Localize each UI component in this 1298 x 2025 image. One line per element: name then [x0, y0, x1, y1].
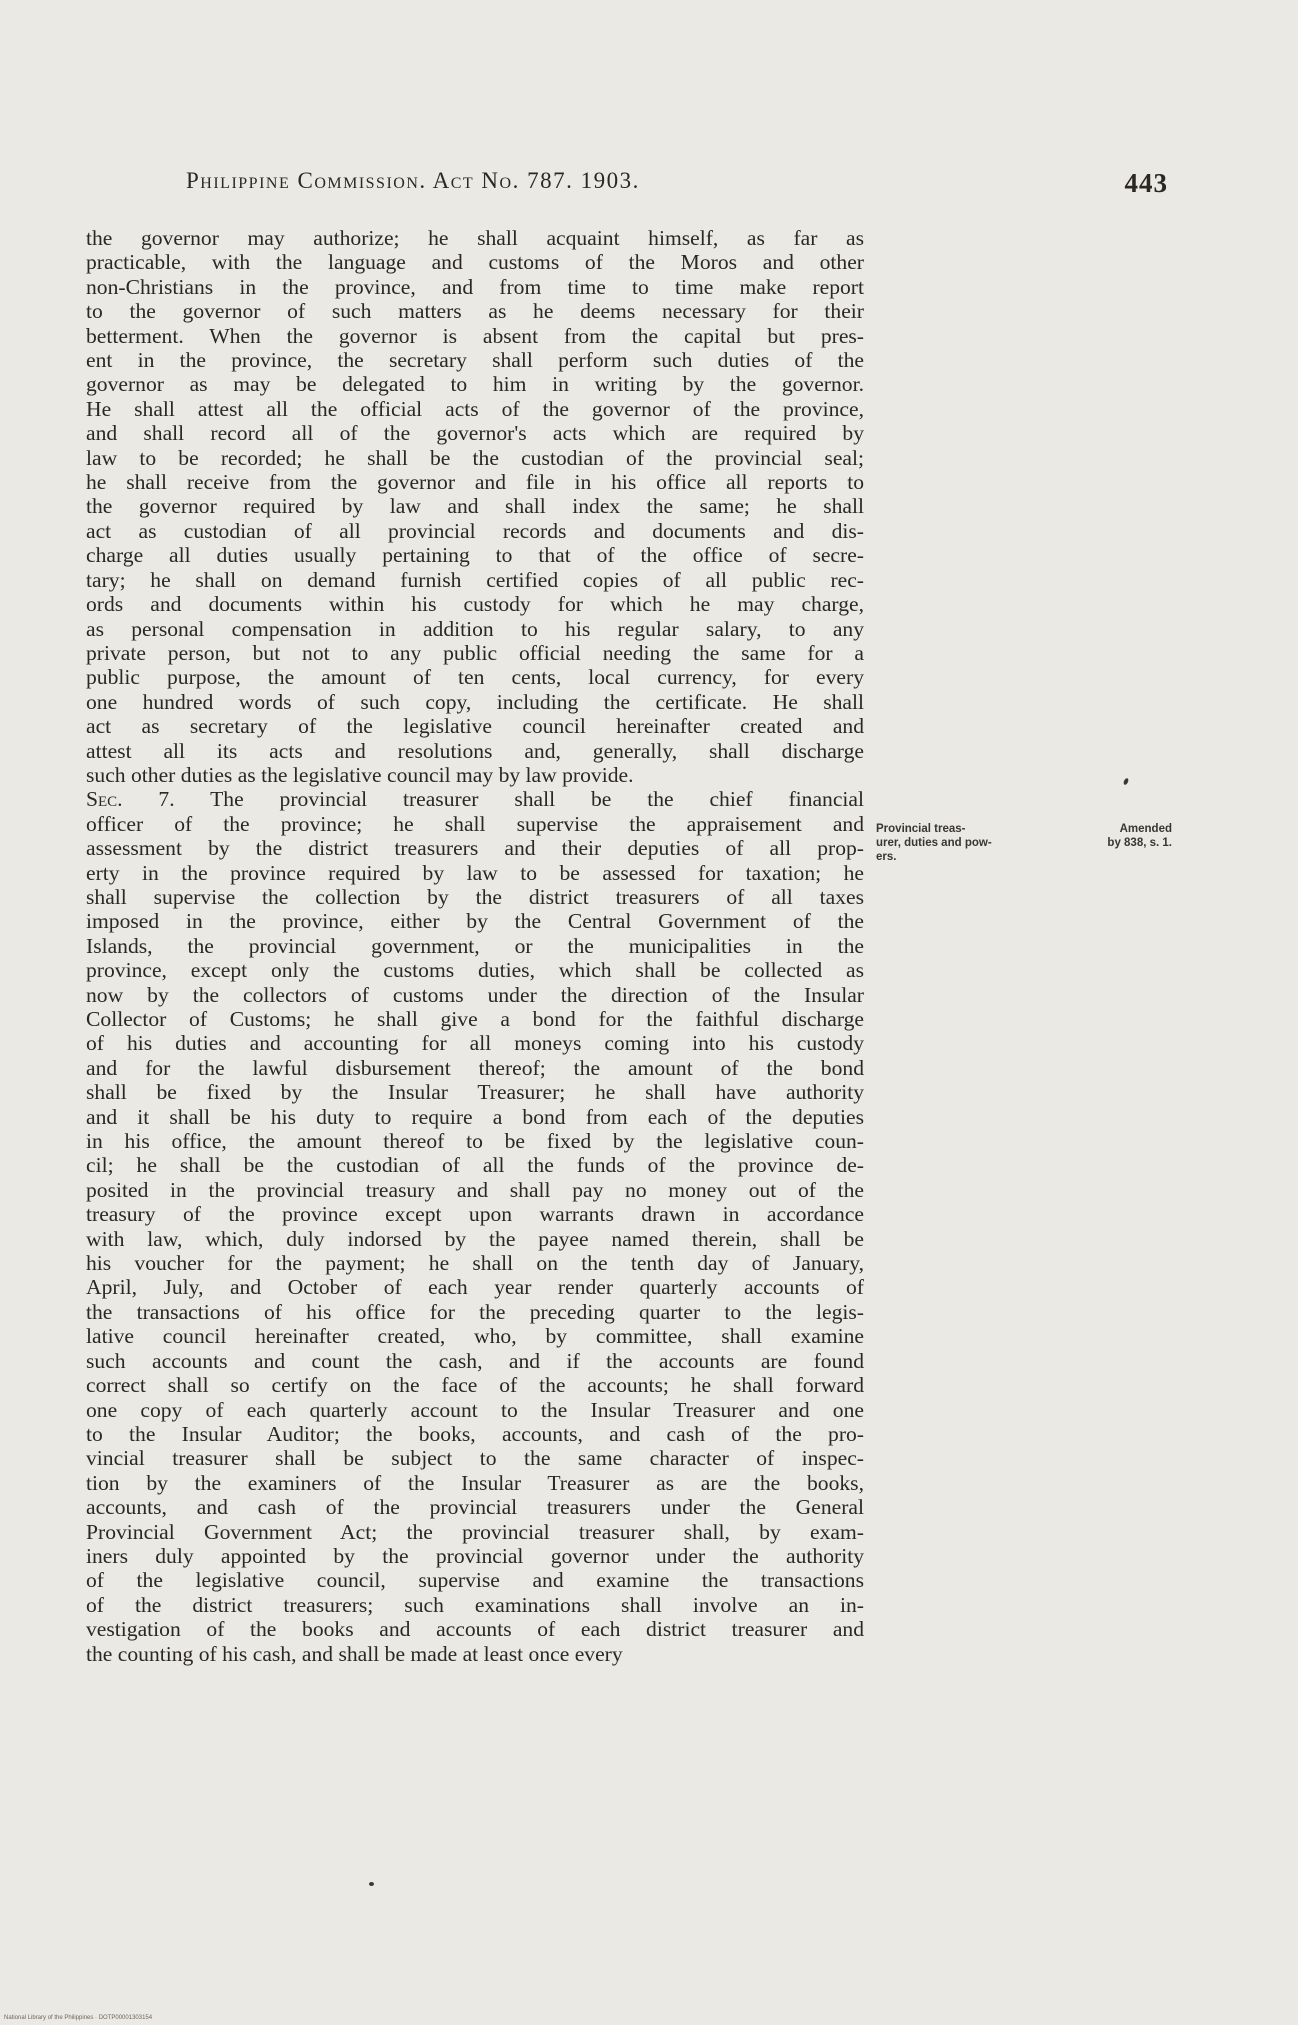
text-line: of the legislative council, supervise and examine the transactions [86, 1568, 864, 1593]
sidenote-line: urer, duties and pow- [876, 837, 992, 849]
text-line: with law, which, duly indorsed by the payee named therein, shall be [86, 1226, 864, 1251]
text-line: Islands, the provincial government, or the municipalities in the [86, 933, 864, 958]
footer-credit: National Library of the Philippines · DOTP00001303154 [4, 2015, 153, 2021]
text-line: the transactions of his office for the preceding quarter to the legis- [86, 1299, 864, 1324]
text-line: to the governor of such matters as he deems necessary for their [86, 299, 864, 324]
text-line: betterment. When the governor is absent from the capital but pres- [86, 323, 864, 348]
text-line: and for the lawful disbursement thereof; the amount of the bond [86, 1055, 864, 1080]
text-line: erty in the province required by law to be assessed for taxation; he [86, 860, 864, 885]
text-line: shall be fixed by the Insular Treasurer; he shall have authority [86, 1080, 864, 1105]
text-line: province, except only the customs duties, which shall be collected as [86, 958, 864, 983]
text-line: one hundred words of such copy, including the certificate. He shall [86, 689, 864, 714]
text-line: governor as may be delegated to him in writing by the governor. [86, 372, 864, 397]
ink-speck [1123, 777, 1130, 785]
text-line: treasury of the province except upon warrants drawn in accordance [86, 1202, 864, 1227]
text-line: practicable, with the language and customs of the Moros and other [86, 250, 864, 275]
text-line: he shall receive from the governor and file in his office all reports to [86, 470, 864, 495]
text-line: in his office, the amount thereof to be fixed by the legislative coun- [86, 1129, 864, 1154]
text-line: act as secretary of the legislative council hereinafter created and [86, 714, 864, 739]
text-line: act as custodian of all provincial records and documents and dis- [86, 518, 864, 543]
body-text [86, 226, 864, 1666]
sidenote-line: by 838, s. 1. [1107, 837, 1172, 849]
sidenote-line: Provincial treas- [876, 823, 966, 835]
sidenote-line: Amended [1119, 823, 1172, 835]
text-line: law to be recorded; he shall be the custodian of the provincial seal; [86, 445, 864, 470]
sidenote-subject [876, 822, 1056, 864]
sidenote-line: ers. [876, 851, 897, 863]
text-line: of his duties and accounting for all moneys coming into his custody [86, 1031, 864, 1056]
text-line: one copy of each quarterly account to the Insular Treasurer and one [86, 1397, 864, 1422]
text-line: assessment by the district treasurers and their deputies of all prop- [86, 836, 864, 861]
text-line: imposed in the province, either by the Central Government of the [86, 909, 864, 934]
text-line: public purpose, the amount of ten cents, local currency, for every [86, 665, 864, 690]
text-line: now by the collectors of customs under the direction of the Insular [86, 982, 864, 1007]
ink-speck [369, 1882, 374, 1886]
text-line: iners duly appointed by the provincial governor under the authority [86, 1543, 864, 1568]
text-line: tary; he shall on demand furnish certified copies of all public rec- [86, 567, 864, 592]
text-line: shall supervise the collection by the district treasurers of all taxes [86, 884, 864, 909]
text-line: lative council hereinafter created, who, by committee, shall examine [86, 1324, 864, 1349]
text-line: the governor required by law and shall index the same; he shall [86, 494, 864, 519]
text-line: attest all its acts and resolutions and, generally, shall discharge [86, 738, 864, 763]
header-title: Philippine Commission. Act No. 787. 1903. [186, 168, 640, 193]
text-line: such other duties as the legislative council may by law provide. [86, 762, 634, 787]
text-line: Collector of Customs; he shall give a bond for the faithful discharge [86, 1007, 864, 1031]
text-line: such accounts and count the cash, and if the accounts are found [86, 1348, 864, 1373]
text-line: to the Insular Auditor; the books, accounts, and cash of the pro- [86, 1421, 864, 1446]
running-header [86, 168, 1168, 202]
text-line: ent in the province, the secretary shall perform such duties of the [86, 348, 864, 373]
text-line: non-Christians in the province, and from time to time make report [86, 274, 864, 299]
text-line: charge all duties usually pertaining to that of the office of secre- [86, 543, 864, 568]
text-line: of the district treasurers; such examinations shall involve an in- [86, 1592, 864, 1617]
text-line: posited in the provincial treasury and shall pay no money out of the [86, 1177, 864, 1202]
text-line: and it shall be his duty to require a bond from each of the deputies [86, 1104, 864, 1129]
page-number: 443 [1124, 168, 1168, 198]
text-line: tion by the examiners of the Insular Treasurer as are the books, [86, 1470, 864, 1495]
text-line: accounts, and cash of the provincial treasurers under the General [86, 1495, 864, 1520]
text-line: as personal compensation in addition to his regular salary, to any [86, 616, 864, 641]
text-line: vestigation of the books and accounts of each district treasurer and [86, 1617, 864, 1642]
text-line: and shall record all of the governor's acts which are required by [86, 421, 864, 446]
section-label: Sec. 7. [86, 787, 175, 812]
text-line: He shall attest all the official acts of the governor of the province, [86, 396, 864, 421]
sidenote-amendment [1062, 822, 1172, 850]
text-line: Sec. 7. The provincial treasurer shall be the chief financial [86, 787, 864, 812]
text-line: his voucher for the payment; he shall on the tenth day of January, [86, 1251, 864, 1276]
text-line: officer of the province; he shall supervise the appraisement and [86, 811, 864, 836]
text-line: ords and documents within his custody for which he may charge, [86, 592, 864, 617]
text-line: correct shall so certify on the face of the accounts; he shall forward [86, 1373, 864, 1398]
text-line: private person, but not to any public official needing the same for a [86, 640, 864, 665]
text-line: April, July, and October of each year render quarterly accounts of [86, 1275, 864, 1300]
text-line: Provincial Government Act; the provincial treasurer shall, by exam- [86, 1519, 864, 1544]
text-line: cil; he shall be the custodian of all the funds of the province de- [86, 1153, 864, 1178]
text-line: vincial treasurer shall be subject to the same character of inspec- [86, 1446, 864, 1471]
text-line: the counting of his cash, and shall be made at least once every [86, 1641, 623, 1666]
text-line: the governor may authorize; he shall acquaint himself, as far as [86, 226, 864, 250]
